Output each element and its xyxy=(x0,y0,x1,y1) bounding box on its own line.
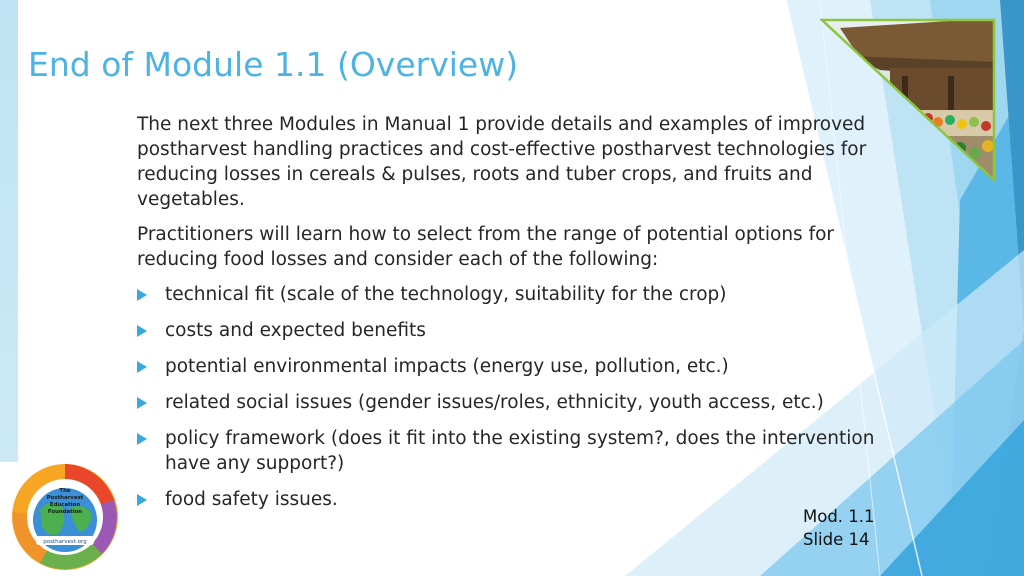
triangle-bullet-icon xyxy=(137,494,147,506)
slide-body xyxy=(137,112,897,523)
triangle-bullet-icon xyxy=(137,397,147,409)
slide-title: End of Module 1.1 (Overview) xyxy=(28,45,519,84)
list-item-text: technical fit (scale of the technology, suitability for the crop) xyxy=(165,284,727,305)
logo-text-line: The xyxy=(59,488,71,494)
logo-text-line: Education xyxy=(49,502,81,508)
triangle-bullet-icon xyxy=(137,433,147,445)
intro-paragraph: The next three Modules in Manual 1 provide details and examples of improved postharvest handling practices and cost-effective postharvest technologies for reducing losses in cereals & pulses, roots and tuber crops, and fruits and vegetables. xyxy=(137,114,867,210)
logo-text-line: Postharvest xyxy=(46,495,84,501)
practitioners-paragraph: Practitioners will learn how to select from the range of potential options for reducing food losses and consider each of the following: xyxy=(137,224,835,270)
list-item-text: related social issues (gender issues/roles, ethnicity, youth access, etc.) xyxy=(165,392,824,413)
triangle-bullet-icon xyxy=(137,325,147,337)
list-item xyxy=(137,318,897,343)
list-item xyxy=(137,282,897,307)
module-label: Mod. 1.1 xyxy=(803,507,875,526)
list-item xyxy=(137,487,897,512)
slide-number xyxy=(803,505,875,551)
triangle-bullet-icon xyxy=(137,361,147,373)
list-item-text: potential environmental impacts (energy use, pollution, etc.) xyxy=(165,356,729,377)
considerations-list xyxy=(137,282,897,512)
list-item-text: food safety issues. xyxy=(165,489,338,510)
logo-url-text: postharvest.org xyxy=(43,539,87,545)
list-item xyxy=(137,390,897,415)
triangle-bullet-icon xyxy=(137,289,147,301)
logo-text-line: Foundation xyxy=(47,509,83,515)
list-item xyxy=(137,354,897,379)
list-item-text: policy framework (does it fit into the existing system?, does the intervention have any support?) xyxy=(165,428,875,474)
list-item-text: costs and expected benefits xyxy=(165,320,426,341)
slide-label: Slide 14 xyxy=(803,530,870,549)
postharvest-foundation-logo xyxy=(10,462,120,572)
list-item xyxy=(137,426,897,476)
